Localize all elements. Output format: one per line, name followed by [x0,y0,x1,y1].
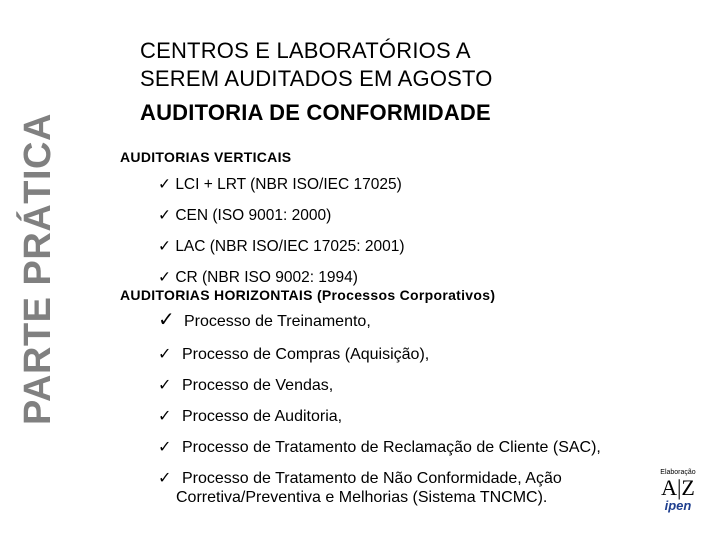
list-item [158,344,601,375]
list-item-label: LCI + LRT (NBR ISO/IEC 17025) [175,176,402,193]
list-item-label: CEN (ISO 9001: 2000) [175,207,332,224]
list-item [158,203,404,234]
list-item-label: LAC (NBR ISO/IEC 17025: 2001) [175,238,405,255]
check-mark-icon: ✓ [158,375,172,394]
side-title: PARTE PRÁTICA [17,113,59,425]
title-line-2: SEREM AUDITADOS EM AGOSTO [140,66,493,91]
vertical-audits-heading: AUDITORIAS VERTICAIS [120,149,292,165]
az-logo-mark: A|Z [661,475,695,500]
logo-label: Elaboração [660,469,696,476]
list-item [158,234,404,265]
list-item-label-continuation: Corretiva/Preventiva e Melhorias (Sistema TNCMC). [176,489,548,506]
list-item [158,375,601,406]
list-item [158,172,404,203]
list-item [158,307,601,344]
check-mark-icon: ✓ [158,344,172,363]
horizontal-audits-list [158,307,601,507]
check-mark-icon: ✓ [158,468,172,487]
list-item-label: Processo de Tratamento de Não Conformidade, Ação [182,470,562,487]
page-title [140,37,493,93]
list-item-label: Processo de Vendas, [182,377,334,394]
list-item [158,437,601,468]
check-mark-icon: ✓ [158,206,171,224]
horizontal-audits-heading: AUDITORIAS HORIZONTAIS (Processos Corporativos) [120,287,496,303]
list-item-label: Processo de Tratamento de Reclamação de Cliente (SAC), [182,439,601,456]
list-item [158,468,601,507]
check-mark-icon: ✓ [158,437,172,456]
list-item-label: CR (NBR ISO 9002: 1994) [175,269,358,286]
list-item [158,406,601,437]
list-item-label: Processo de Treinamento, [184,313,371,330]
subtitle: AUDITORIA DE CONFORMIDADE [140,100,491,125]
ipen-logo: ipen [664,498,692,513]
check-mark-icon: ✓ [158,175,171,193]
list-item-label: Processo de Compras (Aquisição), [182,346,430,363]
check-mark-icon: ✓ [158,237,171,255]
vertical-audits-list [158,172,404,296]
check-mark-icon: ✓ [158,406,172,425]
check-mark-icon: ✓ [158,268,171,286]
elaboracao-logo [646,468,710,524]
list-item-label: Processo de Auditoria, [182,408,343,425]
title-line-1: CENTROS E LABORATÓRIOS A [140,38,471,63]
check-mark-icon: ✓ [158,307,175,331]
